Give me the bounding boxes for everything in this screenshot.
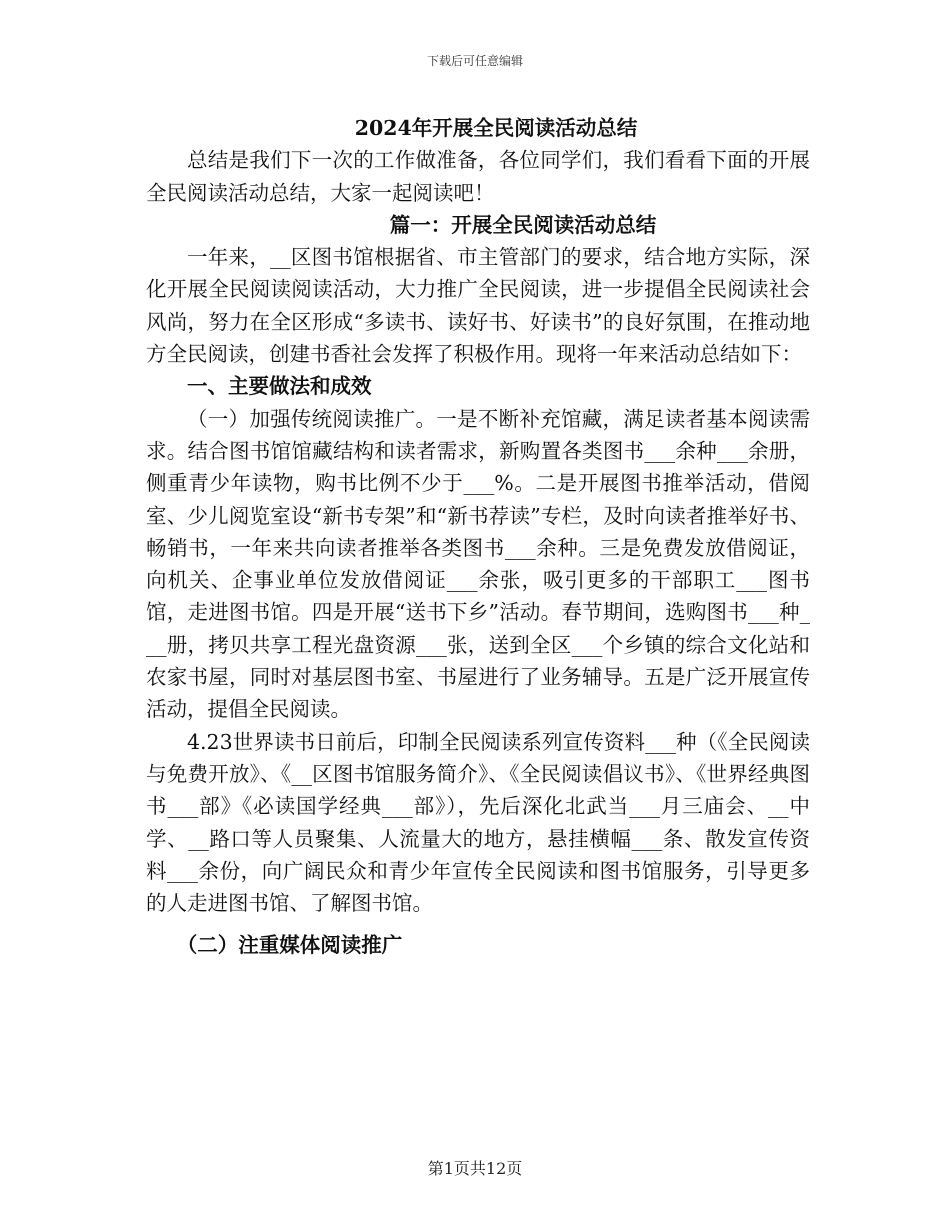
paragraph-3: 4.23世界读书日前后，印制全民阅读系列宣传资料___种（《全民阅读与免费开放》、《__区图书馆服务简介》、《全民阅读倡议书》、《世界经典图书___部》《必读国学经典___部》），先后深化北武当___月三庙会、__中学、__路口等人员聚集、人流量大的地方，悬挂横幅___条、散发宣传资料___余份，向广阔民众和青少年宣传全民阅读和图书馆服务，引导更多的人走进图书馆、了解图书馆。 xyxy=(146,729,810,916)
page-number: 第1页共12页 xyxy=(427,1159,523,1178)
document-title: 2024年开展全民阅读活动总结 xyxy=(354,116,638,140)
document-body xyxy=(146,112,810,962)
paragraph-1: 一年来，__区图书馆根据省、市主管部门的要求，结合地方实际，深化开展全民阅读阅读活动，大力推广全民阅读，进一步提倡全民阅读社会风尚，努力在全区形成“多读书、读好书、好读书”的良好氛围，在推动地方全民阅读，创建书香社会发挥了积极作用。现将一年来活动总结如下： xyxy=(146,245,810,367)
header-note: 下载后可任意编辑 xyxy=(426,54,523,68)
section-title: 篇一：开展全民阅读活动总结 xyxy=(389,212,657,237)
heading-media-promotion: （二）注重媒体阅读推广 xyxy=(176,933,403,958)
intro-paragraph: 总结是我们下一次的工作做准备，各位同学们，我们看看下面的开展全民阅读活动总结，大家一起阅读吧！ xyxy=(146,148,810,205)
heading-main-practices: 一、主要做法和成效 xyxy=(187,374,372,399)
paragraph-2: （一）加强传统阅读推广。一是不断补充馆藏，满足读者基本阅读需求。结合图书馆馆藏结构和读者需求，新购置各类图书___余种___余册，侧重青少年读物，购书比例不少于___%。二是开展图书推举活动，借阅室、少儿阅览室设“新书专架”和“新书荐读”专栏，及时向读者推举好书、畅销书，一年来共向读者推举各类图书___余种。三是免费发放借阅证，向机关、企事业单位发放借阅证___余张，吸引更多的干部职工___图书馆，走进图书馆。四是开展“送书下乡”活动。春节期间，选购图书___种___册，拷贝共享工程光盘资源___张，送到全区___个乡镇的综合文化站和农家书屋，同时对基层图书室、书屋进行了业务辅导。五是广泛开展宣传活动，提倡全民阅读。 xyxy=(146,406,810,722)
